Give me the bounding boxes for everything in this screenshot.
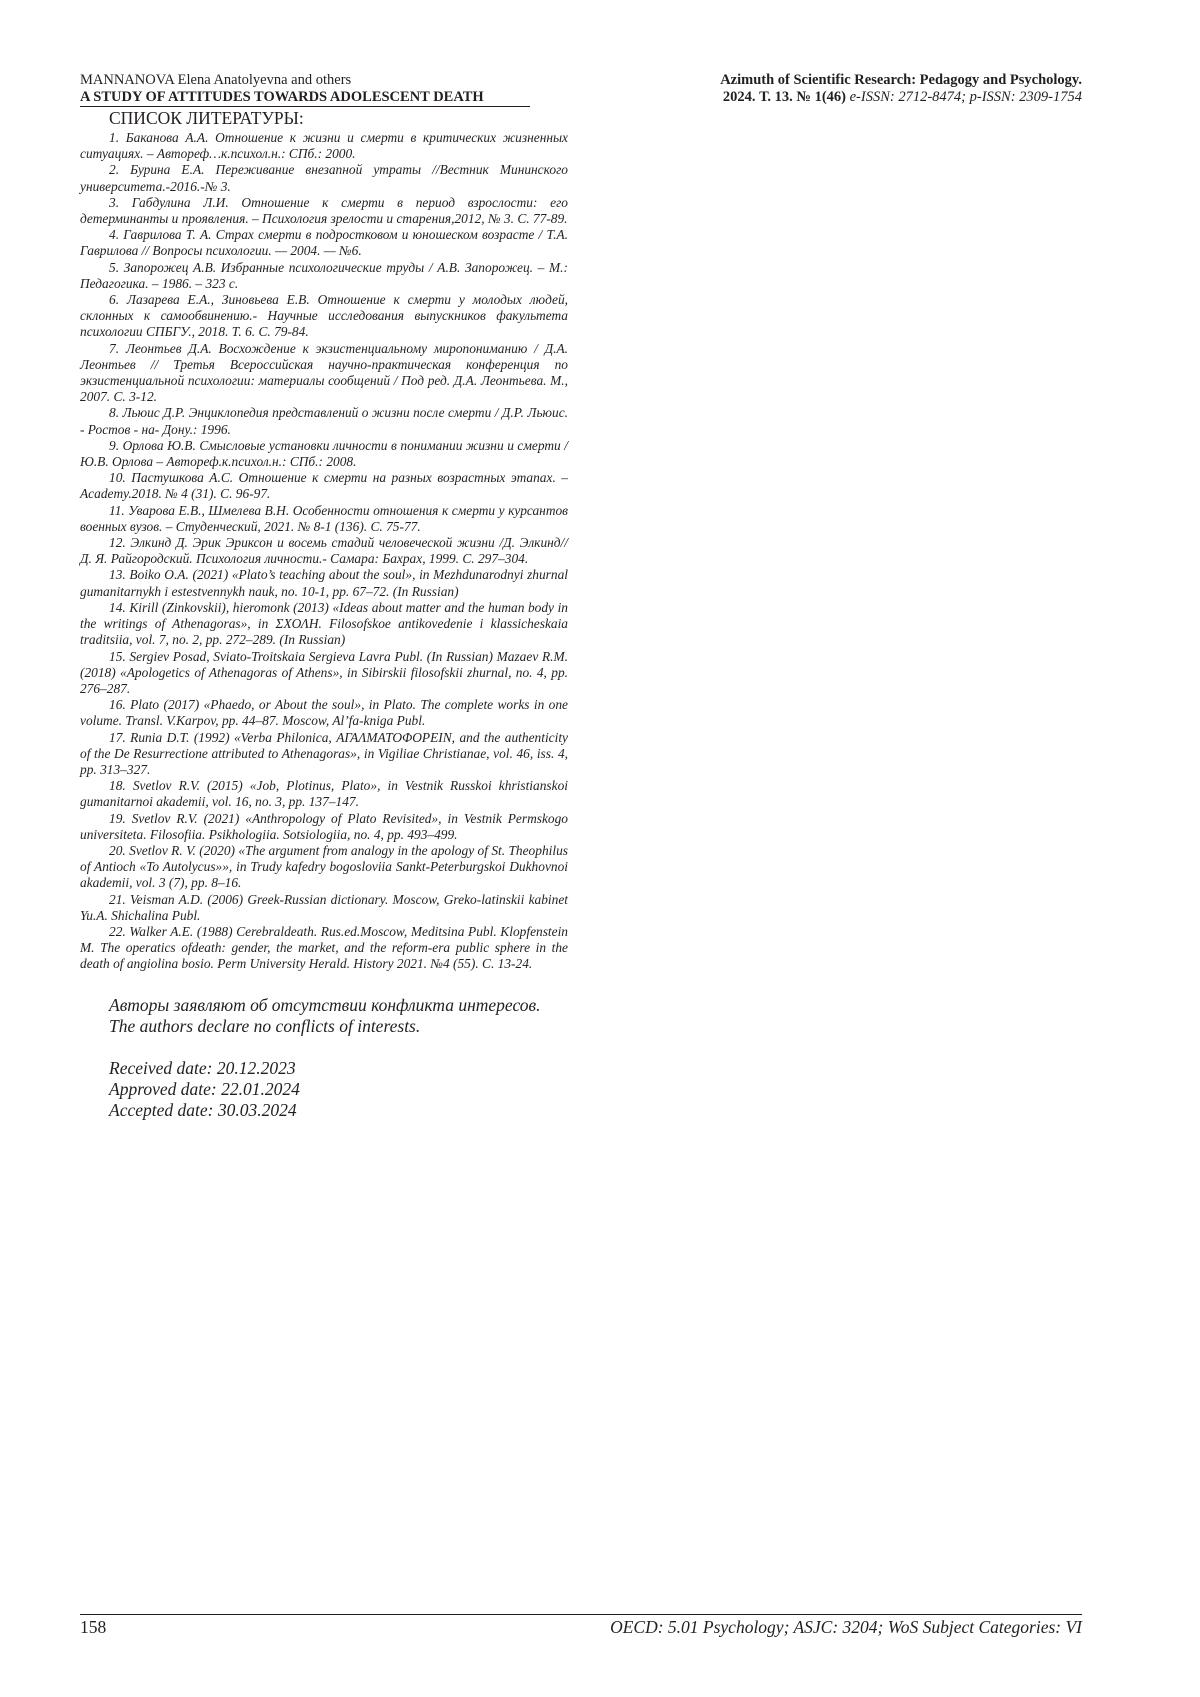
reference-item: 3. Габдулина Л.И. Отношение к смерти в период взрослости: его детерминанты и проявления. – Психология зрелости и старения,2012, № 3. С. 77-89. xyxy=(80,194,568,227)
reference-item: 20. Svetlov R. V. (2020) «The argument from analogy in the apology of St. Theophilus of Antioch «To Autolycus»», in Trudy kafedry bogosloviia Sankt-Peterburgskoi Dukhovnoi akademii, vol. 3 (7), pp. 8–16. xyxy=(80,842,568,891)
reference-item: 10. Пастушкова А.С. Отношение к смерти на разных возрастных этапах. – Academy.2018. № 4 (31). С. 96-97. xyxy=(80,470,568,502)
accepted-date: Accepted date: 30.03.2024 xyxy=(109,1099,297,1120)
header-article-title: A STUDY OF ATTITUDES TOWARDS ADOLESCENT DEATH xyxy=(80,89,484,105)
header-journal-name: Azimuth of Scientific Research: Pedagogy and Psychology. xyxy=(720,72,1082,88)
reference-item: 15. Sergiev Posad, Sviato-Troitskaia Sergieva Lavra Publ. (In Russian) Mazaev R.M. (2018) «Apologetics of Athenagoras of Athens», in Sibirskii filosofskii zhurnal, no. 4, pp. 276–287. xyxy=(80,648,568,696)
reference-item: 8. Льюис Д.Р. Энциклопедия представлений о жизни после смерти / Д.Р. Льюис. - Ростов - на- Дону.: 1996. xyxy=(80,405,568,437)
reference-item: 19. Svetlov R.V. (2021) «Anthropology of Plato Revisited», in Vestnik Permskogo universiteta. Filosofiia. Psikhologiia. Sotsiologiia, no. 4, pp. 493–499. xyxy=(80,810,568,842)
reference-item: 11. Уварова Е.В., Шмелева В.Н. Особенности отношения к смерти у курсантов военных вузов. – Студенческий, 2021. № 8-1 (136). С. 75-77. xyxy=(80,502,568,534)
page-number: 158 xyxy=(80,1617,107,1637)
header-issue-line xyxy=(720,89,1082,106)
reference-item: 2. Бурина Е.А. Переживание внезапной утраты //Вестник Мининского университета.-2016.-№ 3. xyxy=(80,162,568,194)
declaration-ru: Авторы заявляют об отсутствии конфликта интересов. xyxy=(109,994,541,1015)
subject-categories: OECD: 5.01 Psychology; ASJC: 3204; WoS Subject Categories: VI xyxy=(610,1617,1082,1637)
main-column xyxy=(80,108,568,1121)
reference-item: 18. Svetlov R.V. (2015) «Job, Plotinus, Plato», in Vestnik Russkoi khristianskoi gumanitarnoi akademii, vol. 16, no. 3, pp. 137–147. xyxy=(80,778,568,810)
reference-item: 5. Запорожец А.В. Избранные психологические труды / А.В. Запорожец. – М.: Педагогика. – 1986. – 323 с. xyxy=(80,259,568,291)
reference-list xyxy=(80,130,568,973)
header-divider xyxy=(80,106,530,107)
reference-item: 9. Орлова Ю.В. Смысловые установки личности в понимании жизни и смерти / Ю.В. Орлова – Автореф.к.психол.н.: СПб.: 2008. xyxy=(80,437,568,470)
reference-item: 1. Баканова А.А. Отношение к жизни и смерти в критических жизненных ситуациях. – Автореф…к.психол.н.: СПб.: 2000. xyxy=(80,130,568,162)
reference-item: 14. Kirill (Zinkovskii), hieromonk (2013) «Ideas about matter and the human body in the writings of Athenagoras», in ΣΧΟΛΗ. Filosofskoe antikovedenie i klassicheskaia traditsiia, vol. 7, no. 2, pp. 272–289. (In Russian) xyxy=(80,599,568,648)
received-date: Received date: 20.12.2023 xyxy=(109,1057,296,1078)
header-issue: 2024. Т. 13. № 1(46) xyxy=(722,89,846,105)
running-header-left xyxy=(80,72,550,106)
running-header-right xyxy=(720,72,1082,106)
reference-item: 16. Plato (2017) «Phaedo, or About the soul», in Plato. The complete works in one volume. Transl. V.Karpov, pp. 44–87. Moscow, Al’fa-kniga Publ. xyxy=(80,697,568,729)
conflict-declaration xyxy=(80,995,568,1037)
article-dates xyxy=(80,1058,568,1121)
reference-item: 13. Boiko O.A. (2021) «Plato’s teaching about the soul», in Mezhdunarodnyi zhurnal gumanitarnykh i estestvennykh nauk, no. 10-1, pp. 67–72. (In Russian) xyxy=(80,567,568,599)
declaration-en: The authors declare no conflicts of interests. xyxy=(109,1015,421,1036)
reference-item: 22. Walker A.E. (1988) Cerebraldeath. Rus.ed.Moscow, Meditsina Publ. Klopfenstein M. The operatics ofdeath: gender, the market, and the reform-era public sphere in the death of angiolina bosio. Perm University Herald. History 2021. №4 (55). С. 13-24. xyxy=(80,923,568,972)
references-heading: СПИСОК ЛИТЕРАТУРЫ: xyxy=(109,108,304,128)
reference-item: 17. Runia D.T. (1992) «Verba Philonica, ΑΓΑΛΜΑΤΟΦΟΡΕΙΝ, and the authenticity of the De Resurrectione attributed to Athenagoras», in Vigiliae Christianae, vol. 46, iss. 4, pp. 313–327. xyxy=(80,729,568,777)
footer-divider xyxy=(80,1614,1082,1615)
header-issn: e-ISSN: 2712-8474; p-ISSN: 2309-1754 xyxy=(849,89,1082,105)
reference-item: 7. Леонтьев Д.А. Восхождение к экзистенциальному миропониманию / Д.А. Леонтьев // Третья Всероссийская научно-практическая конференция по экзистенциальной психологии: материалы сообщений / Под ред. Д.А. Леонтьева. М., 2007. С. 3-12. xyxy=(80,340,568,405)
reference-item: 4. Гаврилова Т. А. Страх смерти в подростковом и юношеском возрасте / Т.А. Гаврилова // Вопросы психологии. — 2004. — №6. xyxy=(80,227,568,259)
reference-item: 6. Лазарева Е.А., Зиновьева Е.В. Отношение к смерти у молодых людей, склонных к самообвинению.- Научные исследования выпускников факультета психологии СПБГУ., 2018. Т. 6. С. 79-84. xyxy=(80,292,568,340)
reference-item: 21. Veisman A.D. (2006) Greek-Russian dictionary. Moscow, Greko-latinskii kabinet Yu.A. Shichalina Publ. xyxy=(80,891,568,923)
header-authors: MANNANOVA Elena Anatolyevna and others xyxy=(80,72,352,88)
approved-date: Approved date: 22.01.2024 xyxy=(109,1078,300,1099)
reference-item: 12. Элкинд Д. Эрик Эриксон и восемь стадий человеческой жизни /Д. Элкинд// Д. Я. Райгородский. Психология личности.- Самара: Бахрах, 1999. С. 297–304. xyxy=(80,535,568,567)
